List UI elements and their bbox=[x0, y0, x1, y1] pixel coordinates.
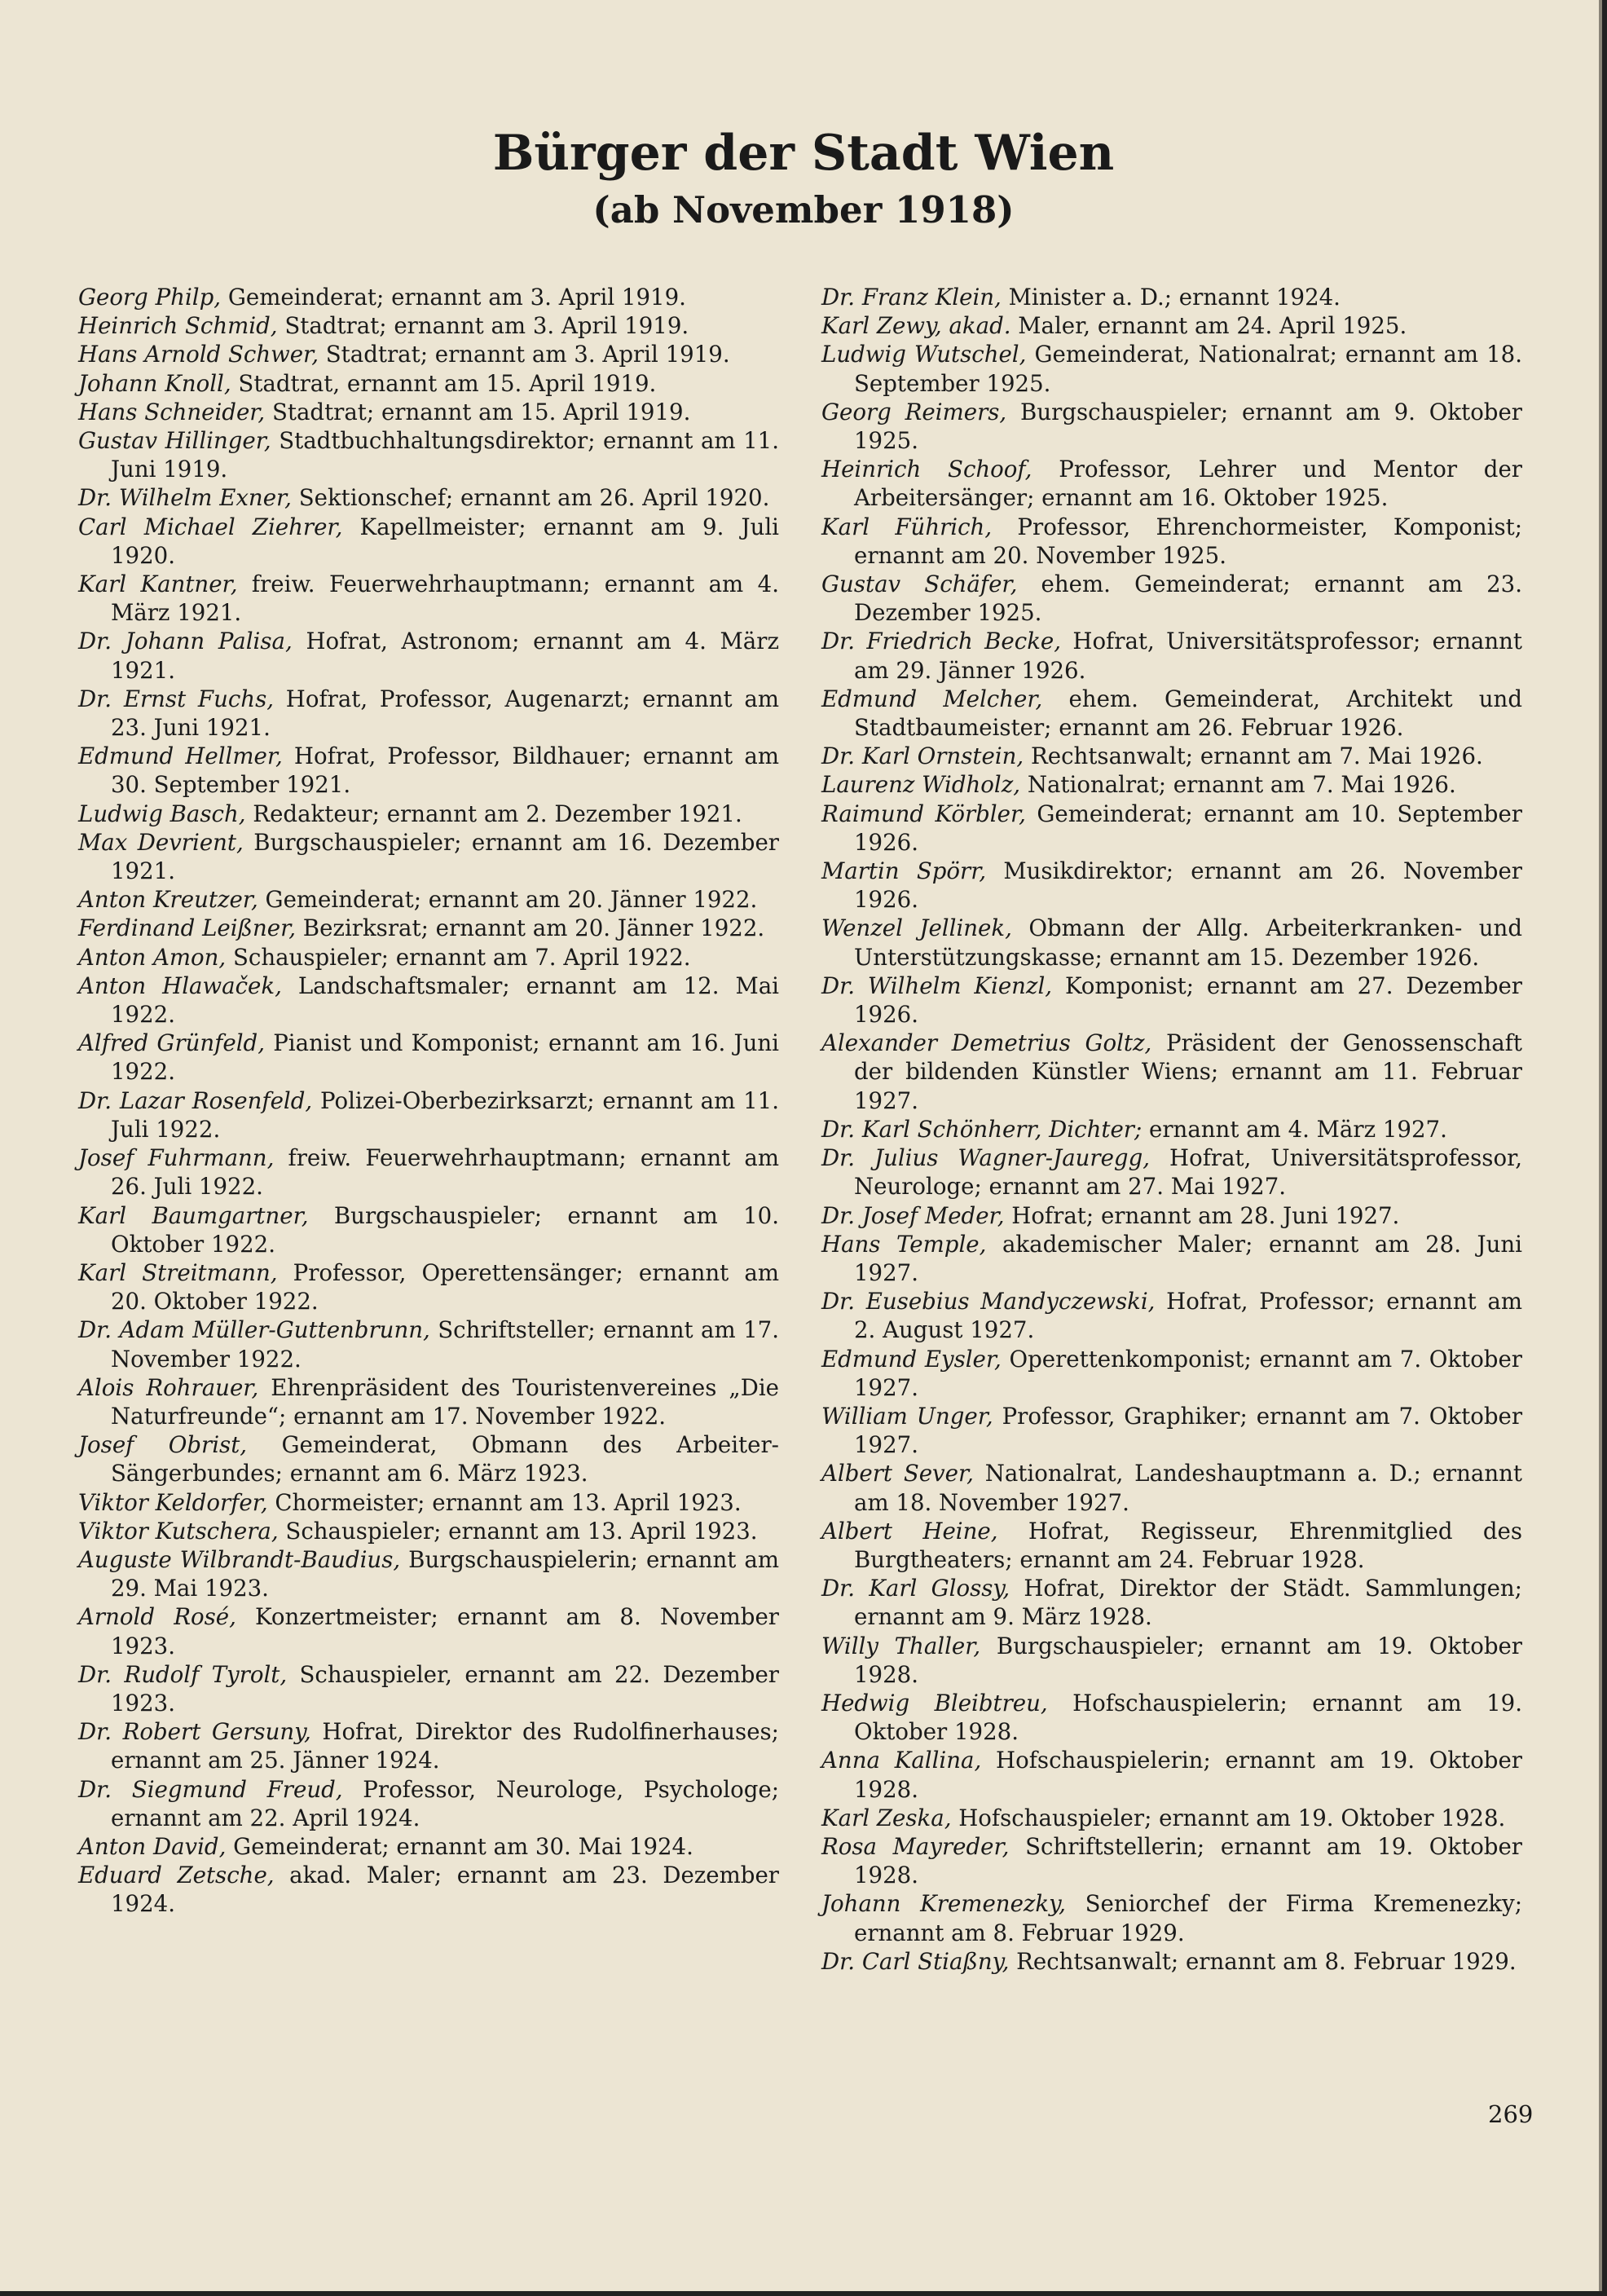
citizen-entry bbox=[821, 1746, 1522, 1803]
citizen-details: Maler, ernannt am 24. April 1925. bbox=[1010, 312, 1407, 340]
citizen-entry bbox=[78, 1258, 779, 1315]
citizen-entry bbox=[821, 685, 1522, 742]
citizen-name: Dr. Friedrich Becke, bbox=[821, 628, 1062, 655]
citizen-name: Dr. Siegmund Freud, bbox=[78, 1775, 343, 1803]
citizen-details: Polizei-Oberbezirksarzt; ernannt am 11. Juli 1922. bbox=[111, 1086, 779, 1143]
citizen-details: Stadtrat; ernannt am 3. April 1919. bbox=[277, 312, 689, 340]
citizen-entry bbox=[821, 1947, 1522, 1976]
citizen-name: Karl Zeska, bbox=[821, 1804, 952, 1831]
citizen-details: Burgschauspieler; ernannt am 16. Dezember 1921. bbox=[111, 828, 779, 885]
citizen-entry bbox=[78, 627, 779, 684]
citizen-name: Viktor Kutschera, bbox=[78, 1517, 279, 1545]
citizen-entry bbox=[78, 885, 779, 914]
citizen-details: Stadtrat; ernannt am 3. April 1919. bbox=[319, 341, 730, 368]
citizen-name: Ludwig Basch, bbox=[78, 800, 246, 827]
citizen-entry bbox=[821, 857, 1522, 914]
citizen-entry bbox=[821, 1632, 1522, 1689]
citizen-name: Alexander Demetrius Goltz, bbox=[821, 1029, 1152, 1057]
citizen-name: Karl Führich, bbox=[821, 513, 993, 540]
citizen-entry bbox=[78, 570, 779, 627]
citizen-details: Komponist; ernannt am 27. Dezember 1926. bbox=[854, 972, 1522, 1029]
citizen-details: Gemeinderat; ernannt am 3. April 1919. bbox=[221, 284, 686, 311]
citizen-name: Ferdinand Leißner, bbox=[78, 914, 297, 942]
citizen-details: Operettenkomponist; ernannt am 7. Oktober 1927. bbox=[854, 1345, 1522, 1401]
citizen-details: Seniorchef der Firma Kremenezky; ernannt am 8. Februar 1929. bbox=[854, 1890, 1522, 1946]
citizen-name: Viktor Keldorfer, bbox=[78, 1488, 268, 1516]
citizen-name: Alois Rohrauer, bbox=[78, 1373, 259, 1401]
citizen-entry bbox=[78, 1545, 779, 1602]
citizen-entry bbox=[821, 283, 1522, 311]
citizen-entry bbox=[78, 1717, 779, 1774]
citizen-details: Stadtbuchhaltungsdirektor; ernannt am 11. Juni 1919. bbox=[111, 427, 779, 483]
citizen-name: Johann Kremenezky, bbox=[821, 1890, 1066, 1918]
citizen-details: Gemeinderat; ernannt am 10. September 1926. bbox=[854, 800, 1522, 856]
citizen-details: Kapellmeister; ernannt am 9. Juli 1920. bbox=[111, 513, 779, 569]
citizen-entry bbox=[821, 1689, 1522, 1746]
citizen-details: Musikdirektor; ernannt am 26. November 1926. bbox=[854, 857, 1522, 914]
citizen-details: Pianist und Komponist; ernannt am 16. Juni 1922. bbox=[111, 1029, 779, 1086]
citizen-name: Dr. Johann Palisa, bbox=[78, 628, 293, 655]
citizen-entry bbox=[821, 1574, 1522, 1631]
citizen-name: Gustav Hillinger, bbox=[78, 427, 271, 455]
citizen-entry bbox=[821, 340, 1522, 397]
citizen-details: Sektionschef; ernannt am 26. April 1920. bbox=[291, 484, 770, 512]
citizen-entry bbox=[78, 1086, 779, 1144]
citizen-entry bbox=[78, 1144, 779, 1201]
left-column bbox=[78, 283, 779, 1919]
right-column bbox=[821, 283, 1522, 1976]
citizen-name: Martin Spörr, bbox=[821, 857, 987, 885]
citizen-details: Hofrat, Professor, Augenarzt; ernannt am 23. Juni 1921. bbox=[111, 685, 780, 742]
citizen-name: Arnold Rosé, bbox=[78, 1603, 236, 1631]
citizen-entry bbox=[78, 1775, 779, 1832]
citizen-name: Raimund Körbler, bbox=[821, 800, 1026, 827]
citizen-details: ehem. Gemeinderat; ernannt am 23. Dezember 1925. bbox=[854, 571, 1522, 627]
citizen-details: Schriftstellerin; ernannt am 19. Oktober 1928. bbox=[854, 1832, 1522, 1889]
citizen-name: Alfred Grünfeld, bbox=[78, 1029, 265, 1057]
citizen-name: Hans Arnold Schwer, bbox=[78, 341, 319, 368]
citizen-entry bbox=[78, 800, 779, 828]
citizen-entry bbox=[821, 1804, 1522, 1832]
citizen-name: Anton Amon, bbox=[78, 943, 227, 971]
citizen-details: Ehrenpräsident des Touristenvereines „Die Naturfreunde“; ernannt am 17. November 1922. bbox=[111, 1373, 779, 1430]
citizen-details: Burgschauspieler; ernannt am 19. Oktober 1928. bbox=[854, 1632, 1522, 1688]
citizen-details: Burgschauspieler; ernannt am 9. Oktober 1925. bbox=[854, 398, 1522, 455]
citizen-entry bbox=[821, 1230, 1522, 1287]
citizen-entry bbox=[78, 513, 779, 570]
citizen-entry bbox=[821, 972, 1522, 1029]
citizen-entry bbox=[821, 1517, 1522, 1574]
citizen-name: Dr. Robert Gersuny, bbox=[78, 1718, 311, 1746]
citizen-entry bbox=[78, 1430, 779, 1487]
citizen-entry bbox=[821, 1889, 1522, 1946]
citizen-details: Bezirksrat; ernannt am 20. Jänner 1922. bbox=[296, 914, 765, 942]
citizen-entry bbox=[78, 1373, 779, 1430]
citizen-entry bbox=[78, 340, 779, 368]
citizen-entry bbox=[821, 398, 1522, 455]
citizen-name: Dr. Eusebius Mandyczewski, bbox=[821, 1288, 1156, 1315]
citizen-name: Josef Fuhrmann, bbox=[78, 1144, 275, 1172]
citizen-details: Hofrat, Astronom; ernannt am 4. März 1921. bbox=[111, 628, 779, 684]
citizen-entry bbox=[78, 1488, 779, 1517]
citizen-details: Professor, Neurologe, Psychologe; ernannt am 22. April 1924. bbox=[111, 1775, 779, 1831]
citizen-name: Karl Baumgartner, bbox=[78, 1201, 309, 1229]
citizen-details: Hofrat, Professor; ernannt am 2. August 1927. bbox=[854, 1288, 1522, 1344]
citizen-details: Präsident der Genossenschaft der bildenden Künstler Wiens; ernannt am 11. Februar 1927. bbox=[854, 1029, 1522, 1114]
citizen-entry bbox=[78, 426, 779, 483]
citizen-entry bbox=[821, 1115, 1522, 1144]
citizen-details: akad. Maler; ernannt am 23. Dezember 1924. bbox=[111, 1862, 779, 1918]
citizen-name: Willy Thaller, bbox=[821, 1632, 981, 1659]
citizen-name: Johann Knoll, bbox=[78, 369, 231, 397]
citizen-entry bbox=[78, 742, 779, 799]
citizen-name: Gustav Schäfer, bbox=[821, 571, 1018, 598]
title-block bbox=[0, 122, 1607, 235]
citizen-details: Chormeister; ernannt am 13. April 1923. bbox=[267, 1488, 742, 1516]
citizen-name: Karl Streitmann, bbox=[78, 1258, 278, 1286]
citizen-name: Anton Kreutzer, bbox=[78, 886, 258, 914]
citizen-details: freiw. Feuerwehrhauptmann; ernannt am 26. Juli 1922. bbox=[111, 1144, 779, 1201]
citizen-entry bbox=[821, 742, 1522, 770]
citizen-details: Nationalrat, Landeshauptmann a. D.; ernannt am 18. November 1927. bbox=[854, 1460, 1522, 1516]
citizen-details: Hofschauspielerin; ernannt am 19. Oktober 1928. bbox=[854, 1689, 1522, 1746]
citizen-entry bbox=[78, 1029, 779, 1086]
citizen-entry bbox=[78, 1602, 779, 1659]
citizen-details: Landschaftsmaler; ernannt am 12. Mai 1922. bbox=[111, 972, 779, 1029]
page-edge-bottom bbox=[0, 2291, 1607, 2296]
citizen-entry bbox=[821, 1287, 1522, 1344]
citizen-name: Hans Temple, bbox=[821, 1230, 987, 1258]
citizen-name: Anna Kallina, bbox=[821, 1747, 982, 1774]
citizen-name: Dr. Adam Müller-Guttenbrunn, bbox=[78, 1316, 430, 1344]
citizen-entry bbox=[821, 627, 1522, 684]
citizen-details: Hofrat, Direktor der Städt. Sammlungen; ernannt am 9. März 1928. bbox=[854, 1575, 1522, 1631]
citizen-name: William Unger, bbox=[821, 1402, 993, 1430]
citizen-entry bbox=[78, 1861, 779, 1918]
citizen-details: Rechtsanwalt; ernannt am 7. Mai 1926. bbox=[1024, 743, 1483, 770]
citizen-entry bbox=[821, 455, 1522, 512]
citizen-entry bbox=[821, 311, 1522, 340]
citizen-details: Professor, Lehrer und Mentor der Arbeitersänger; ernannt am 16. Oktober 1925. bbox=[854, 456, 1522, 512]
citizen-details: Stadtrat, ernannt am 15. April 1919. bbox=[231, 369, 657, 397]
citizen-name: Heinrich Schoof, bbox=[821, 456, 1032, 483]
citizen-details: Hofrat, Regisseur, Ehrenmitglied des Burgtheaters; ernannt am 24. Februar 1928. bbox=[854, 1517, 1523, 1573]
citizen-entry bbox=[78, 914, 779, 942]
citizen-entry bbox=[78, 1517, 779, 1545]
citizen-entry bbox=[821, 1201, 1522, 1230]
citizen-details: Gemeinderat, Obmann des Arbeiter-Sängerbundes; ernannt am 6. März 1923. bbox=[111, 1431, 779, 1487]
citizen-details: Hofrat; ernannt am 28. Juni 1927. bbox=[1004, 1201, 1400, 1229]
citizen-details: Gemeinderat; ernannt am 30. Mai 1924. bbox=[226, 1832, 693, 1860]
citizen-entry bbox=[78, 828, 779, 885]
citizen-name: Dr. Carl Stiaßny, bbox=[821, 1947, 1010, 1975]
citizen-details: Stadtrat; ernannt am 15. April 1919. bbox=[265, 398, 691, 425]
citizen-details: Hofschauspieler; ernannt am 19. Oktober 1928. bbox=[951, 1804, 1506, 1831]
citizen-name: Heinrich Schmid, bbox=[78, 312, 278, 340]
citizen-details: Rechtsanwalt; ernannt am 8. Februar 1929. bbox=[1009, 1947, 1517, 1975]
page-title: Bürger der Stadt Wien bbox=[492, 125, 1115, 182]
citizen-name: Eduard Zetsche, bbox=[78, 1862, 275, 1889]
citizen-details: freiw. Feuerwehrhauptmann; ernannt am 4. März 1921. bbox=[111, 571, 779, 627]
citizen-details: Schriftsteller; ernannt am 17. November 1922. bbox=[111, 1316, 780, 1373]
citizen-name: Dr. Ernst Fuchs, bbox=[78, 685, 275, 712]
citizen-details: akademischer Maler; ernannt am 28. Juni 1927. bbox=[854, 1230, 1522, 1286]
citizen-entry bbox=[78, 1660, 779, 1717]
citizen-name: Georg Philp, bbox=[78, 284, 222, 311]
citizen-name: Georg Reimers, bbox=[821, 398, 1007, 425]
citizen-name: Josef Obrist, bbox=[78, 1431, 248, 1459]
citizen-name: Dr. Rudolf Tyrolt, bbox=[78, 1660, 288, 1688]
citizen-details: Schauspieler; ernannt am 7. April 1922. bbox=[226, 943, 691, 971]
citizen-details: Nationalrat; ernannt am 7. Mai 1926. bbox=[1020, 771, 1456, 799]
citizen-details: Schauspieler, ernannt am 22. Dezember 1923. bbox=[111, 1660, 779, 1716]
citizen-name: Hedwig Bleibtreu, bbox=[821, 1689, 1048, 1716]
citizen-details: Redakteur; ernannt am 2. Dezember 1921. bbox=[245, 800, 742, 827]
citizen-name: Albert Heine, bbox=[821, 1517, 998, 1545]
page-subtitle: (ab November 1918) bbox=[592, 188, 1015, 231]
citizen-name: Dr. Wilhelm Exner, bbox=[78, 484, 292, 512]
citizen-name: Rosa Mayreder, bbox=[821, 1832, 1010, 1860]
citizen-entry bbox=[821, 800, 1522, 857]
citizen-entry bbox=[78, 398, 779, 426]
citizen-name: Albert Sever, bbox=[821, 1460, 974, 1487]
citizen-entry bbox=[78, 943, 779, 972]
citizen-entry bbox=[78, 311, 779, 340]
citizen-name: Anton Hlawaček, bbox=[78, 972, 282, 999]
citizen-entry bbox=[821, 570, 1522, 627]
citizen-entry bbox=[821, 1144, 1522, 1201]
citizen-name: Karl Kantner, bbox=[78, 571, 238, 598]
citizen-entry bbox=[78, 685, 779, 742]
citizen-entry bbox=[78, 1832, 779, 1861]
citizen-entry bbox=[78, 972, 779, 1029]
citizen-entry bbox=[821, 770, 1522, 799]
citizen-details: Professor, Operettensänger; ernannt am 20. Oktober 1922. bbox=[111, 1258, 779, 1315]
citizen-details: Burgschauspieler; ernannt am 10. Oktober 1922. bbox=[111, 1201, 779, 1258]
citizen-name: Dr. Karl Glossy, bbox=[821, 1575, 1010, 1602]
citizen-entry bbox=[821, 1402, 1522, 1459]
citizen-details: ernannt am 4. März 1927. bbox=[1142, 1115, 1447, 1143]
citizen-name: Anton David, bbox=[78, 1832, 227, 1860]
citizen-details: Hofrat, Direktor des Rudolfinerhauses; ernannt am 25. Jänner 1924. bbox=[111, 1718, 779, 1774]
citizen-entry bbox=[78, 283, 779, 311]
citizen-details: Schauspieler; ernannt am 13. April 1923. bbox=[278, 1517, 758, 1545]
citizen-details: Gemeinderat, Nationalrat; ernannt am 18. September 1925. bbox=[854, 341, 1523, 397]
citizen-details: Minister a. D.; ernannt 1924. bbox=[1001, 284, 1341, 311]
citizen-name: Hans Schneider, bbox=[78, 398, 266, 425]
citizen-name: Ludwig Wutschel, bbox=[821, 341, 1027, 368]
citizen-name: Dr. Karl Schönherr, Dichter; bbox=[821, 1115, 1143, 1143]
citizen-name: Dr. Franz Klein, bbox=[821, 284, 1002, 311]
citizen-name: Dr. Wilhelm Kienzl, bbox=[821, 972, 1053, 999]
page-number: 269 bbox=[1488, 2100, 1534, 2128]
citizen-entry bbox=[78, 369, 779, 398]
citizen-name: Edmund Hellmer, bbox=[78, 743, 283, 770]
citizen-name: Max Devrient, bbox=[78, 828, 244, 856]
citizen-name: Auguste Wilbrandt-Baudius, bbox=[78, 1545, 401, 1573]
citizen-entry bbox=[821, 1459, 1522, 1516]
citizen-details: Hofrat, Universitätsprofessor, Neurologe; ernannt am 27. Mai 1927. bbox=[854, 1144, 1522, 1201]
page-edge-right bbox=[1602, 0, 1607, 2296]
citizen-details: Obmann der Allg. Arbeiterkranken- und Unterstützungskasse; ernannt am 15. Dezember 1926. bbox=[854, 914, 1522, 971]
citizen-entry bbox=[78, 483, 779, 512]
citizen-entry bbox=[821, 513, 1522, 570]
citizen-entry bbox=[821, 1029, 1522, 1115]
citizen-entry bbox=[78, 1201, 779, 1258]
citizen-name: Dr. Karl Ornstein, bbox=[821, 743, 1024, 770]
citizen-name: Dr. Josef Meder, bbox=[821, 1201, 1005, 1229]
citizen-name: Laurenz Widholz, bbox=[821, 771, 1021, 799]
citizen-entry bbox=[78, 1315, 779, 1373]
citizen-name: Edmund Melcher, bbox=[821, 685, 1043, 712]
citizen-name: Wenzel Jellinek, bbox=[821, 914, 1012, 942]
citizen-name: Dr. Julius Wagner-Jauregg, bbox=[821, 1144, 1151, 1172]
citizen-entry bbox=[821, 1345, 1522, 1402]
citizen-entry bbox=[821, 1832, 1522, 1889]
citizen-name: Dr. Lazar Rosenfeld, bbox=[78, 1086, 313, 1114]
citizen-details: Professor, Graphiker; ernannt am 7. Oktober 1927. bbox=[854, 1402, 1523, 1459]
citizen-details: Konzertmeister; ernannt am 8. November 1923. bbox=[111, 1603, 779, 1659]
citizen-details: Gemeinderat; ernannt am 20. Jänner 1922. bbox=[258, 886, 758, 914]
citizen-name: Edmund Eysler, bbox=[821, 1345, 1002, 1373]
citizen-details: Hofrat, Universitätsprofessor; ernannt am 29. Jänner 1926. bbox=[854, 628, 1522, 684]
citizen-details: Hofrat, Professor, Bildhauer; ernannt am 30. September 1921. bbox=[111, 743, 779, 799]
citizen-name: Karl Zewy, akad. bbox=[821, 312, 1011, 340]
citizen-name: Carl Michael Ziehrer, bbox=[78, 513, 343, 540]
citizen-details: Professor, Ehrenchormeister, Komponist; ernannt am 20. November 1925. bbox=[854, 513, 1522, 569]
citizen-details: Burgschauspielerin; ernannt am 29. Mai 1923. bbox=[111, 1545, 779, 1602]
citizen-entry bbox=[821, 914, 1522, 971]
citizen-details: Hofschauspielerin; ernannt am 19. Oktober 1928. bbox=[854, 1747, 1522, 1803]
citizen-details: ehem. Gemeinderat, Architekt und Stadtbaumeister; ernannt am 26. Februar 1926. bbox=[854, 685, 1522, 742]
